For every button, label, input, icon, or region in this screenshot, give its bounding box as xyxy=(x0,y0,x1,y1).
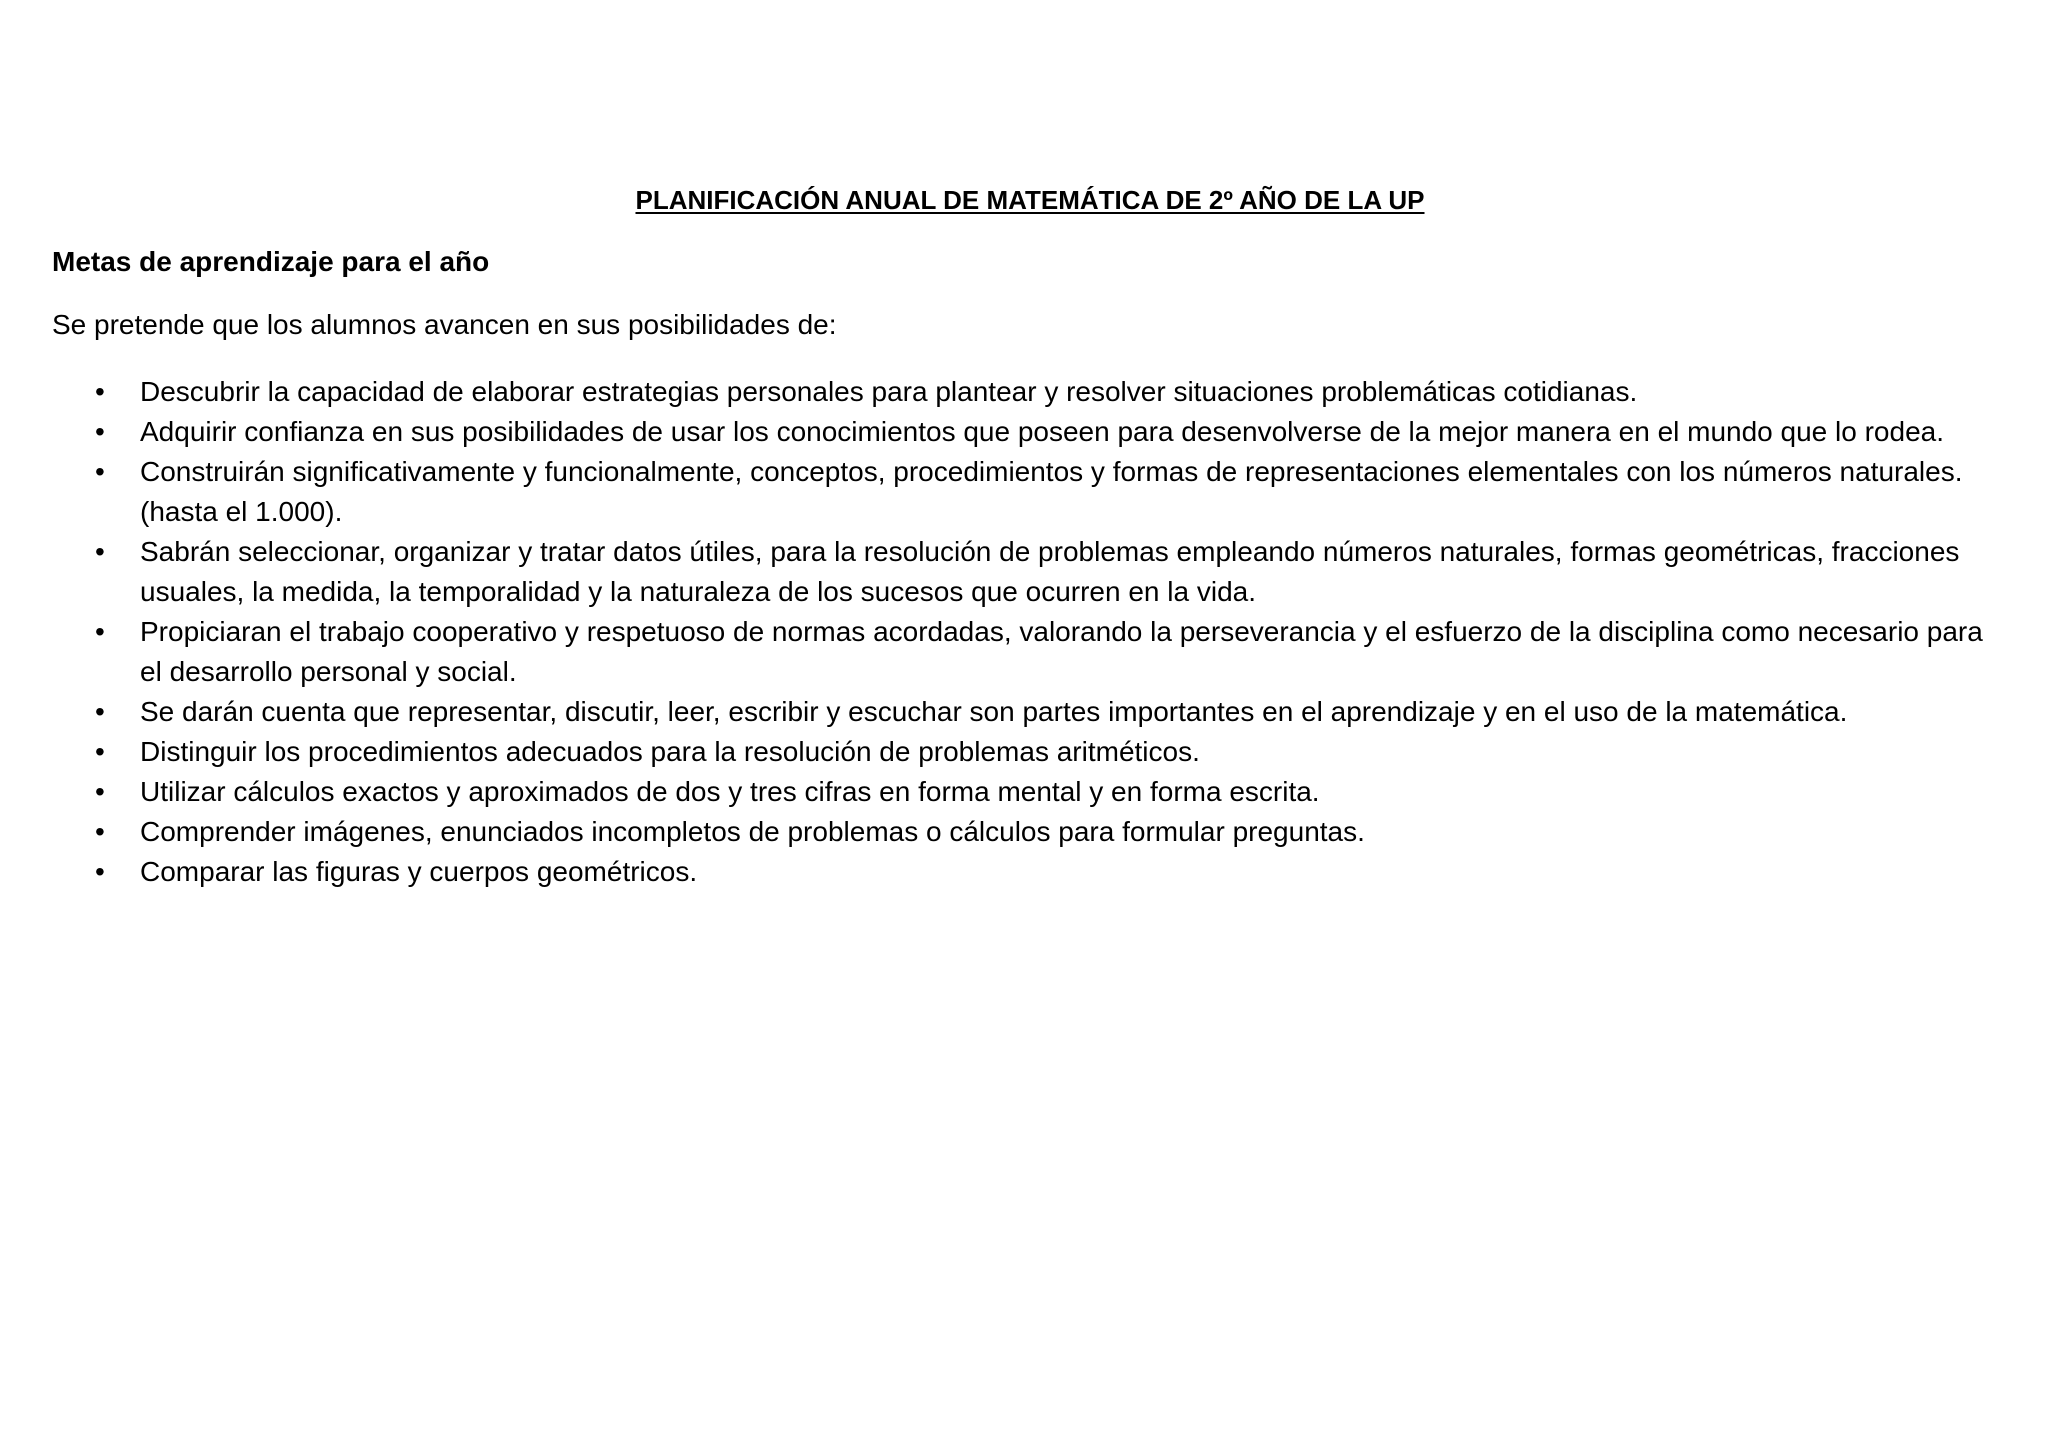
goal-text: Descubrir la capacidad de elaborar estrategias personales para plantear y resolver situaciones problemáticas cotidianas. xyxy=(140,376,1638,407)
goal-text: Se darán cuenta que representar, discutir, leer, escribir y escuchar son partes importantes en el aprendizaje y en el uso de la matemática. xyxy=(140,696,1848,727)
bullet-icon: • xyxy=(95,376,105,407)
bullet-icon: • xyxy=(95,776,105,807)
list-item xyxy=(0,532,2010,612)
document-title: PLANIFICACIÓN ANUAL DE MATEMÁTICA DE 2º AÑO DE LA UP xyxy=(635,185,1425,215)
bullet-icon: • xyxy=(95,536,105,567)
goal-text: Comprender imágenes, enunciados incompletos de problemas o cálculos para formular preguntas. xyxy=(140,816,1365,847)
bullet-icon: • xyxy=(95,736,105,767)
intro-paragraph: Se pretende que los alumnos avancen en sus posibilidades de: xyxy=(52,309,837,340)
section-heading: Metas de aprendizaje para el año xyxy=(52,246,490,277)
list-item xyxy=(0,372,2010,412)
list-item xyxy=(0,412,2010,452)
goal-text: Sabrán seleccionar, organizar y tratar datos útiles, para la resolución de problemas empleando números naturales, formas geométricas, fracciones usuales, la medida, la temporalidad y la naturaleza de los sucesos que ocurren en la vida. xyxy=(140,536,1960,607)
bullet-icon: • xyxy=(95,616,105,647)
bullet-icon: • xyxy=(95,856,105,887)
bullet-icon: • xyxy=(95,816,105,847)
list-item xyxy=(0,452,2010,532)
list-item xyxy=(0,692,2010,732)
list-item xyxy=(0,732,2010,772)
goal-text: Comparar las figuras y cuerpos geométricos. xyxy=(140,856,698,887)
goal-text: Construirán significativamente y funcionalmente, conceptos, procedimientos y formas de representaciones elementales con los números naturales. (hasta el 1.000). xyxy=(140,456,1963,527)
goal-text: Adquirir confianza en sus posibilidades de usar los conocimientos que poseen para desenvolverse de la mejor manera en el mundo que lo rodea. xyxy=(140,416,1944,447)
learning-goals-list xyxy=(0,372,2010,892)
list-item xyxy=(0,852,2010,892)
bullet-icon: • xyxy=(95,416,105,447)
goal-text: Propiciaran el trabajo cooperativo y respetuoso de normas acordadas, valorando la perseverancia y el esfuerzo de la disciplina como necesario para el desarrollo personal y social. xyxy=(140,616,1983,687)
list-item xyxy=(0,772,2010,812)
list-item xyxy=(0,612,2010,692)
goal-text: Utilizar cálculos exactos y aproximados de dos y tres cifras en forma mental y en forma escrita. xyxy=(140,776,1320,807)
bullet-icon: • xyxy=(95,696,105,727)
bullet-icon: • xyxy=(95,456,105,487)
list-item xyxy=(0,812,2010,852)
goal-text: Distinguir los procedimientos adecuados para la resolución de problemas aritméticos. xyxy=(140,736,1200,767)
